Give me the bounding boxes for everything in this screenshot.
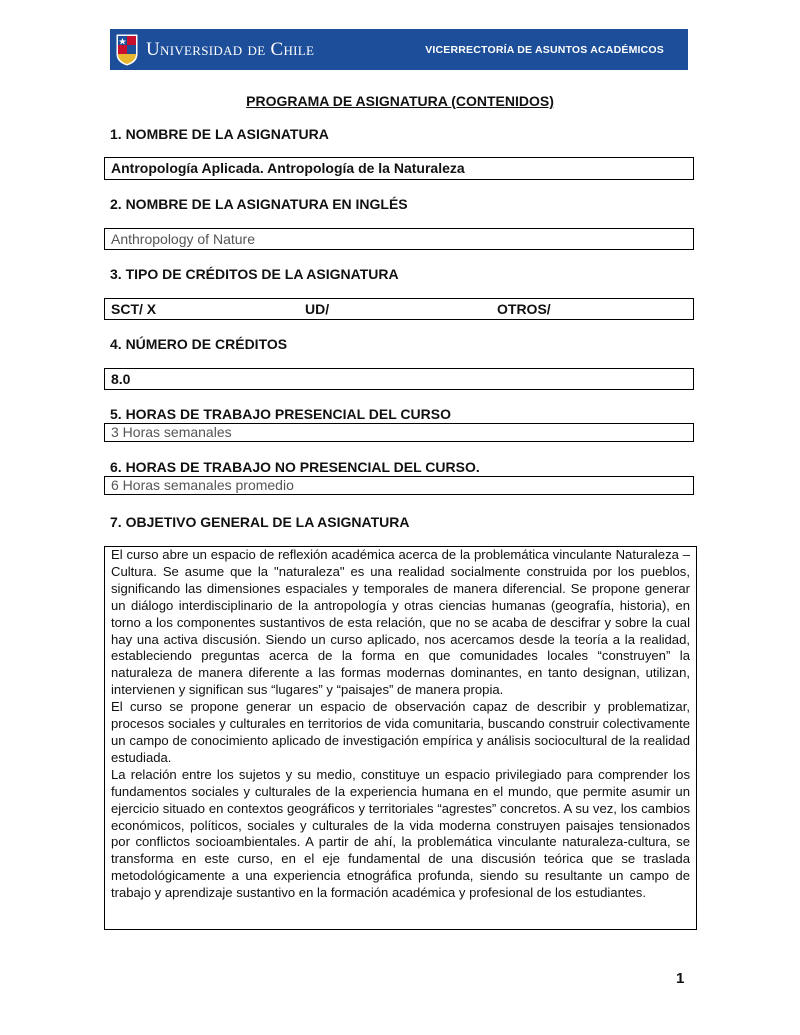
credits-number-box <box>104 368 694 390</box>
credit-type-otros: OTROS/ <box>497 301 551 317</box>
course-name-box <box>104 157 694 180</box>
section-7-heading: 7. OBJETIVO GENERAL DE LA ASIGNATURA <box>110 514 410 530</box>
credit-type-box <box>104 298 694 320</box>
section-5-heading: 5. HORAS DE TRABAJO PRESENCIAL DEL CURSO <box>110 406 451 422</box>
course-name-value: Antropología Aplicada. Antropología de la Naturaleza <box>111 160 465 176</box>
section-1-heading: 1. NOMBRE DE LA ASIGNATURA <box>110 126 329 142</box>
university-name: Universidad de Chile <box>146 38 315 60</box>
presential-hours-value: 3 Horas semanales <box>111 424 232 440</box>
document-title: PROGRAMA DE ASIGNATURA (CONTENIDOS) <box>246 93 554 109</box>
credits-number-value: 8.0 <box>111 371 131 387</box>
header-banner <box>110 29 688 70</box>
section-6-heading: 6. HORAS DE TRABAJO NO PRESENCIAL DEL CURSO. <box>110 459 480 475</box>
objective-box <box>104 546 697 930</box>
credit-type-sct: SCT/ X <box>111 301 157 317</box>
section-3-heading: 3. TIPO DE CRÉDITOS DE LA ASIGNATURA <box>110 266 399 282</box>
university-shield-icon <box>116 34 138 66</box>
office-name: VICERRECTORÍA DE ASUNTOS ACADÉMICOS <box>425 43 664 56</box>
section-4-heading: 4. NÚMERO DE CRÉDITOS <box>110 336 288 352</box>
non-presential-hours-box <box>104 476 694 495</box>
english-name-value: Anthropology of Nature <box>111 231 255 247</box>
non-presential-hours-value: 6 Horas semanales promedio <box>111 477 294 493</box>
english-name-box <box>104 228 694 250</box>
objective-paragraph: El curso abre un espacio de reflexión académica acerca de la problemática vinculante Naturaleza – Cultura. Se asume que la "naturaleza" es una realidad socialmente construida por los pueblos, significando las dimensiones espaciales y temporales de manera diferencial. Se propone generar un diálogo interdisciplinario de la antropología y otras ciencias humanas (geografía, historia), en torno a los componentes sustantivos de esta relación, que no se acaba de descifrar y sobre la cual hay una activa discusión. Siendo un curso aplicado, nos acercamos desde la teoría a la realidad, estableciendo preguntas acerca de la forma en que comunidades locales “construyen” la naturaleza de manera diferente a las formas modernas dominantes, en tanto designan, utilizan, intervienen y significan sus “lugares” y “paisajes” de manera propia. <box>111 547 690 698</box>
objective-paragraph: La relación entre los sujetos y su medio, constituye un espacio privilegiado para comprender los fundamentos sociales y culturales de la experiencia humana en el mundo, que permite asumir un ejercicio situado en contextos geográficos y territoriales “agrestes” concretos. A su vez, los cambios económicos, políticos, sociales y culturales de la vida moderna construyen paisajes tensionados por conflictos socioambientales. A partir de ahí, la problemática vinculante naturaleza-cultura, se transforma en este curso, en el eje fundamental de una discusión teórica que se traslada metodológicamente a una experiencia etnográfica profunda, siendo su resultante un campo de trabajo y aprendizaje sustantivo en la formación académica y profesional de los estudiantes. <box>111 766 690 901</box>
section-2-heading: 2. NOMBRE DE LA ASIGNATURA EN INGLÉS <box>110 196 408 212</box>
credit-type-ud: UD/ <box>305 301 330 317</box>
objective-paragraph: El curso se propone generar un espacio de observación capaz de describir y problematizar, procesos sociales y culturales en territorios de vida comunitaria, buscando construir colectivamente un campo de conocimiento aplicado de investigación empírica y análisis sociocultural de la realidad estudiada. <box>111 699 690 765</box>
presential-hours-box <box>104 423 694 442</box>
page-number: 1 <box>676 970 685 987</box>
